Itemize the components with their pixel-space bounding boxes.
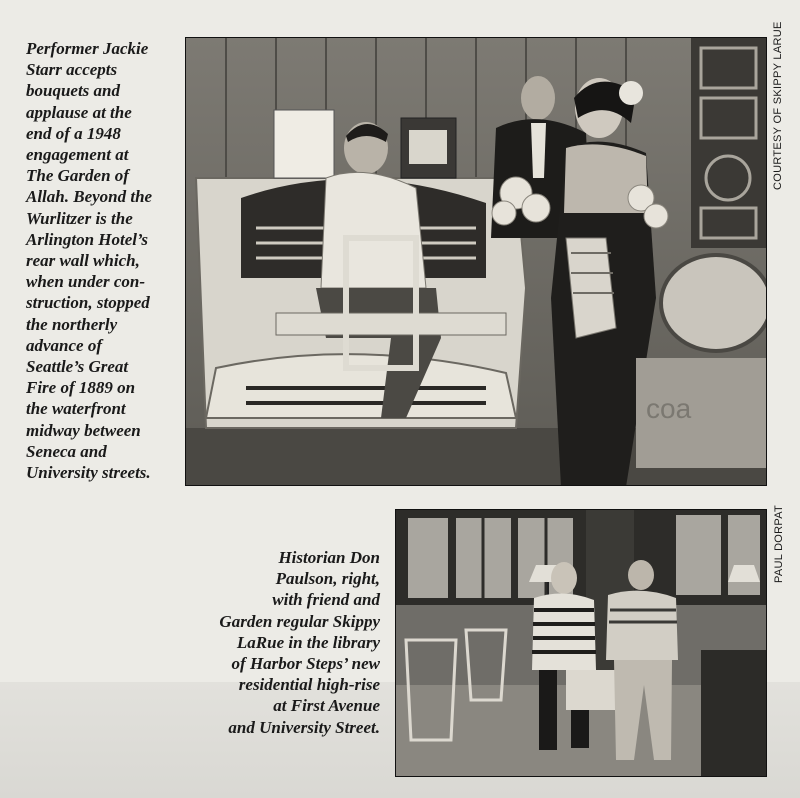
caption-line: midway between	[26, 420, 141, 440]
caption-line: of Harbor Steps’ new	[231, 654, 380, 674]
svg-text:coa: coa	[646, 393, 692, 424]
caption-line: engagement at	[26, 145, 129, 165]
caption-line: University streets.	[26, 463, 151, 483]
caption-line: and University Street.	[228, 717, 380, 737]
caption-line: Garden regular Skippy	[219, 611, 380, 631]
caption-line: bouquets and	[26, 81, 120, 101]
caption-line: Seattle’s Great	[26, 357, 129, 377]
caption-line: the waterfront	[26, 399, 126, 419]
caption-line: rear wall which,	[26, 251, 140, 271]
top-photo-caption	[26, 38, 186, 483]
top-photo-credit: COURTESY OF SKIPPY LARUE	[772, 21, 784, 190]
caption-line: The Garden of	[26, 166, 129, 186]
caption-line: Historian Don	[278, 548, 380, 567]
photo-organ-performer	[185, 37, 767, 486]
bottom-photo-caption	[170, 547, 380, 738]
caption-line: when under con-	[26, 272, 146, 292]
caption-line: applause at the	[26, 102, 132, 122]
caption-line: residential high-rise	[238, 675, 380, 695]
caption-line: Allah. Beyond the	[26, 187, 153, 207]
caption-line: at First Avenue	[273, 696, 380, 716]
caption-line: Paulson, right,	[275, 569, 380, 589]
caption-line: Arlington Hotel’s	[26, 229, 149, 249]
library-scene-illustration	[396, 510, 767, 777]
bottom-photo-credit: PAUL DORPAT	[773, 504, 785, 583]
caption-line: Seneca and	[26, 441, 107, 461]
organ-scene-illustration	[186, 38, 767, 486]
caption-line: end of a 1948	[26, 123, 121, 143]
caption-line: advance of	[26, 335, 103, 355]
caption-line: Wurlitzer is the	[26, 208, 133, 228]
caption-line: the northerly	[26, 314, 118, 334]
photo-library-portrait	[395, 509, 767, 777]
caption-line: Performer Jackie	[26, 39, 149, 58]
caption-line: LaRue in the library	[236, 632, 380, 652]
caption-line: with friend and	[272, 590, 380, 610]
caption-line: Starr accepts	[26, 60, 118, 80]
caption-line: Fire of 1889 on	[26, 378, 136, 398]
caption-line: struction, stopped	[26, 293, 150, 313]
